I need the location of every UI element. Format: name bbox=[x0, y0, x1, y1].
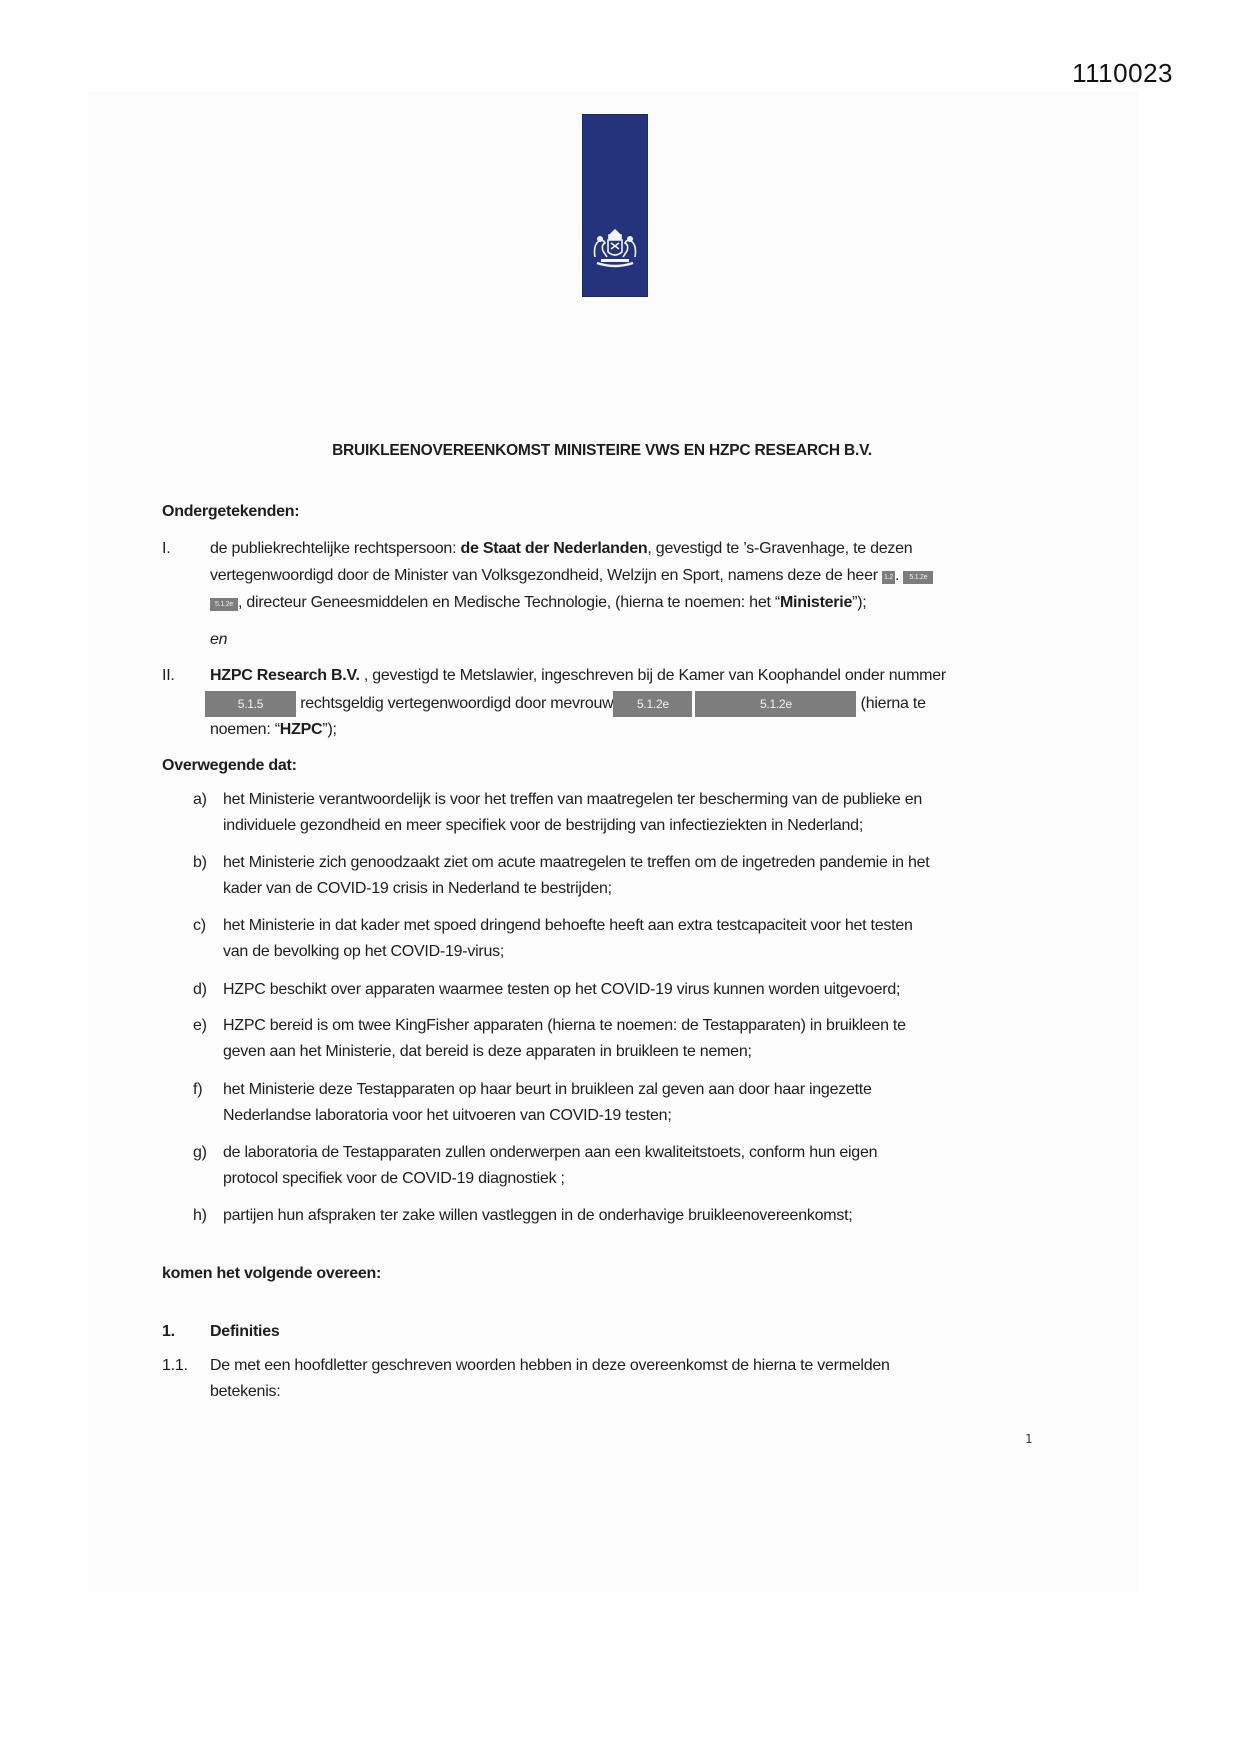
coat-of-arms-icon bbox=[589, 227, 641, 273]
party-1-text: de publiekrechtelijke rechtspersoon: bbox=[210, 540, 461, 557]
clause-line: De met een hoofdletter geschreven woorden hebben in deze overeenkomst de hierna te vermelden bbox=[210, 1357, 890, 1374]
section-title: Definities bbox=[210, 1323, 280, 1340]
party-2-line-2 bbox=[205, 691, 926, 717]
party-1-text: ”); bbox=[852, 594, 867, 611]
party-1-number: I. bbox=[162, 540, 171, 557]
party-2-name: HZPC Research B.V. bbox=[210, 667, 360, 684]
whereas-item-line: het Ministerie verantwoordelijk is voor het treffen van maatregelen ter bescherming van de publieke en bbox=[223, 791, 923, 808]
party-1-text: . bbox=[894, 567, 904, 584]
party-2-line-1 bbox=[210, 667, 946, 685]
whereas-item-line: het Ministerie zich genoodzaakt ziet om acute maatregelen te treffen om de ingetreden pandemie in het bbox=[223, 854, 930, 871]
party-1-name: de Staat der Nederlanden bbox=[460, 540, 648, 557]
document-reference-number: 1110023 bbox=[1072, 58, 1173, 88]
party-2-text: (hierna te bbox=[856, 695, 926, 713]
whereas-item-line: protocol specifiek voor de COVID-19 diagnostiek ; bbox=[223, 1170, 565, 1187]
redaction-box: 5.1.5 bbox=[205, 691, 296, 717]
whereas-item-line: geven aan het Ministerie, dat bereid is deze apparaten in bruikleen te nemen; bbox=[223, 1043, 752, 1060]
whereas-item-label: g) bbox=[193, 1144, 207, 1161]
whereas-item-line: HZPC beschikt over apparaten waarmee testen op het COVID-19 virus kunnen worden uitgevoerd; bbox=[223, 981, 901, 998]
whereas-item-line: van de bevolking op het COVID-19-virus; bbox=[223, 943, 505, 960]
whereas-item-label: e) bbox=[193, 1017, 207, 1034]
clause-line: betekenis: bbox=[210, 1383, 281, 1400]
redaction-box: 5.1.2e bbox=[613, 691, 692, 717]
whereas-item-label: b) bbox=[193, 854, 207, 871]
signatories-heading: Ondergetekenden: bbox=[162, 503, 300, 520]
party-2-alias: HZPC bbox=[279, 721, 323, 738]
whereas-item-line: het Ministerie deze Testapparaten op haar beurt in bruikleen zal geven aan door haar ingezette bbox=[223, 1081, 872, 1098]
party-2-text: , gevestigd te Metslawier, ingeschreven bij de Kamer van Koophandel onder nummer bbox=[359, 667, 946, 684]
redaction-box: 1.2 bbox=[882, 571, 895, 584]
whereas-item-line: het Ministerie in dat kader met spoed dringend behoefte heeft aan extra testcapaciteit voor het testen bbox=[223, 917, 913, 934]
redaction-box: 5.1.2e bbox=[903, 571, 933, 584]
whereas-item-label: c) bbox=[193, 917, 206, 934]
party-2-text: noemen: “ bbox=[210, 721, 280, 738]
section-number: 1. bbox=[162, 1323, 175, 1340]
party-1-text: , directeur Geneesmiddelen en Medische Technologie, (hierna te noemen: het “ bbox=[238, 594, 780, 611]
party-1-alias: Ministerie bbox=[779, 594, 853, 611]
clause-number: 1.1. bbox=[162, 1357, 188, 1374]
document-title: BRUIKLEENOVEREENKOMST MINISTEIRE VWS EN HZPC RESEARCH B.V. bbox=[332, 442, 872, 459]
whereas-item-line: kader van de COVID-19 crisis in Nederland te bestrijden; bbox=[223, 880, 612, 897]
party-2-number: II. bbox=[162, 667, 175, 684]
redaction-box: 5.1.2e bbox=[210, 598, 238, 611]
whereas-item-line: individuele gezondheid en meer specifiek voor de bestrijding van infectieziekten in Nederland; bbox=[223, 817, 864, 834]
party-2-text: rechtsgeldig vertegenwoordigd door mevrouw bbox=[296, 695, 614, 713]
whereas-item-label: a) bbox=[193, 791, 207, 808]
party-1-text: , gevestigd te ’s-Gravenhage, te dezen bbox=[647, 540, 913, 557]
party-1-line-1 bbox=[210, 540, 912, 558]
party-1-line-2 bbox=[210, 567, 933, 585]
conjunction-en: en bbox=[210, 631, 228, 648]
party-1-text: vertegenwoordigd door de Minister van Volksgezondheid, Welzijn en Sport, namens deze de heer bbox=[210, 567, 882, 584]
whereas-item-line: Nederlandse laboratoria voor het uitvoeren van COVID-19 testen; bbox=[223, 1107, 672, 1124]
whereas-item-label: d) bbox=[193, 981, 207, 998]
whereas-item-line: HZPC bereid is om twee KingFisher apparaten (hierna te noemen: de Testapparaten) in bruikleen te bbox=[223, 1017, 906, 1034]
whereas-item-label: h) bbox=[193, 1207, 207, 1224]
whereas-item-line: partijen hun afspraken ter zake willen vastleggen in de onderhavige bruikleenovereenkomst; bbox=[223, 1207, 853, 1224]
party-1-line-3 bbox=[210, 594, 866, 612]
whereas-item-label: f) bbox=[193, 1081, 203, 1098]
redaction-box: 5.1.2e bbox=[695, 691, 856, 717]
party-2-text: ”); bbox=[322, 721, 337, 738]
party-2-line-3 bbox=[210, 721, 337, 739]
whereas-item-line: de laboratoria de Testapparaten zullen onderwerpen aan een kwaliteitstoets, conform hun eigen bbox=[223, 1144, 878, 1161]
whereas-heading: Overwegende dat: bbox=[162, 757, 297, 774]
agreement-heading: komen het volgende overeen: bbox=[162, 1265, 382, 1282]
rijksoverheid-logo bbox=[583, 115, 647, 296]
page-number: 1 bbox=[1025, 1432, 1033, 1446]
